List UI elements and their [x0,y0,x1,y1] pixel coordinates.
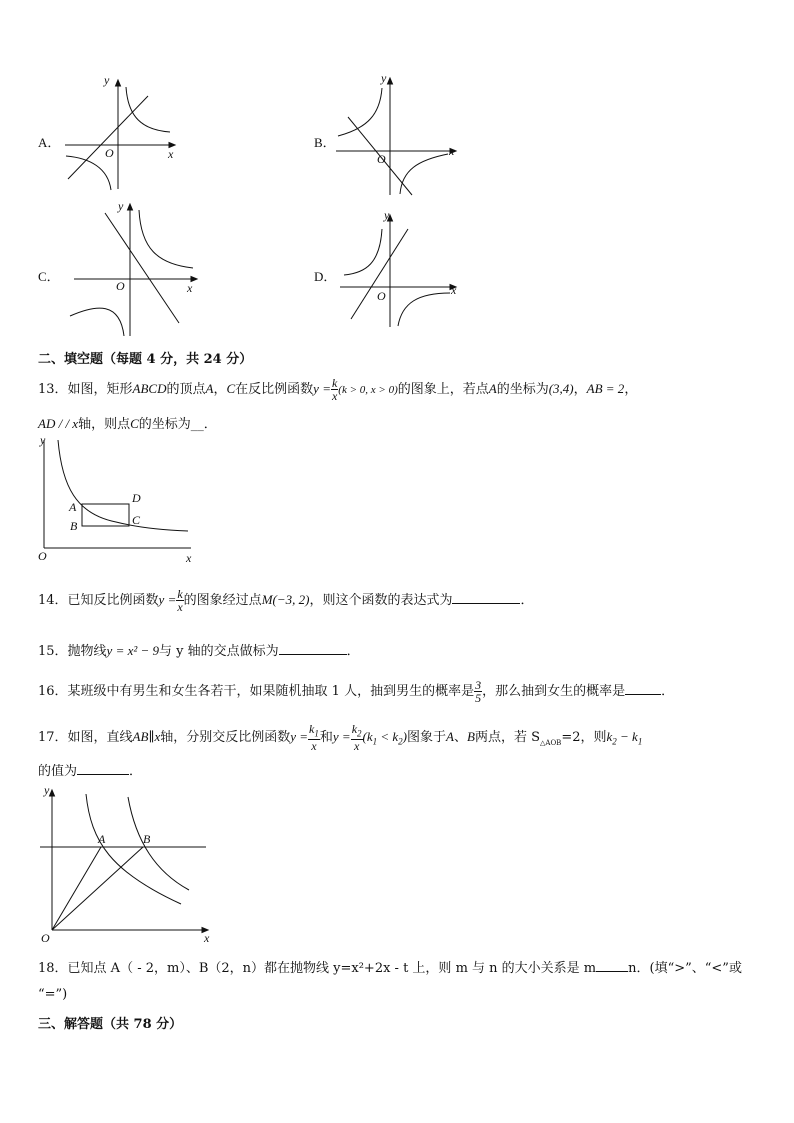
q16-blank[interactable] [625,680,661,695]
svg-text:x: x [186,551,192,564]
svg-text:O: O [116,279,125,293]
option-c-graph [62,198,202,338]
q13-figure [36,436,196,564]
svg-text:D: D [132,491,141,505]
q17-line1: 17．如图，直线AB∥x轴，分别交反比例函数y = $\frac{k_1}{x}$ 和y = $\frac{k_2}{x}$ $(k_1 < k_2)$图象于A、B两点，若 $S_{\triangle AOB}=2$，则$k_2 - k_1$ [38,722,643,754]
svg-text:O: O [41,931,50,945]
y-label: y [104,73,110,87]
q13-line1: 13．如图，矩形ABCD的顶点A，C在反比例函数y = $\frac{k}{x}$ (k > 0, x > 0)的图象上，若点A的坐标为(3,4)，AB = 2， [38,376,638,403]
q17-blank[interactable] [77,760,129,775]
q17-figure [36,782,216,948]
svg-text:y: y [40,436,46,447]
q13-line2: AD / / x轴，则点C的坐标为__． [38,416,217,432]
svg-text:x: x [204,931,210,945]
svg-text:B: B [143,832,151,846]
svg-text:x: x [451,283,457,297]
q18-blank[interactable] [596,957,628,972]
svg-text:y: y [384,208,390,222]
q17-line2: 的值为 ． [38,760,142,782]
q15-blank[interactable] [279,640,347,655]
svg-text:x: x [187,281,193,295]
svg-text:C: C [132,513,141,527]
option-d-label: D． [314,269,337,284]
q15: 15．抛物线y = x² − 9与 y 轴的交点做标为 ． [38,640,360,662]
section-2-heading: 二、填空题（每题 4 分，共 24 分） [38,352,253,367]
svg-text:A: A [98,832,106,846]
q14-blank[interactable] [452,589,520,604]
option-a-label: A． [38,135,61,150]
svg-text:B: B [70,519,78,533]
option-b-label: B． [314,135,336,150]
y-arrow [116,80,121,86]
line [68,96,148,179]
svg-text:y: y [118,199,124,213]
option-c-label: C． [38,269,60,284]
q14: 14．已知反比例函数y = $\frac{k}{x}$ 的图象经过点M(−3, 2)，则这个函数的表达式为 ． [38,587,534,614]
option-d-graph [334,205,464,330]
option-a-graph [60,72,180,194]
option-b-graph [330,72,460,197]
hyperbola-q3 [66,156,111,190]
svg-text:y: y [44,783,50,797]
svg-text:A: A [69,500,77,514]
svg-text:y: y [381,72,387,85]
svg-text:O: O [377,152,386,166]
hyperbola-q1 [126,87,170,132]
q16: 16．某班级中有男生和女生各若干，如果随机抽取 1 人，抽到男生的概率是 $\frac{3}{5}$ ，那么抽到女生的概率是 ． [38,678,675,705]
svg-text:O: O [38,549,47,563]
q18-line2: “=”) [38,987,68,1002]
section-3-heading: 三、解答题（共 78 分） [38,1017,183,1032]
svg-text:O: O [377,289,386,303]
svg-text:x: x [449,144,455,158]
q18-line1: 18．已知点 A（ - 2，m）、B（2，n）都在抛物线 y=x²+2x - t 上，则 m 与 n 的大小关系是 m n．(填“>”、“<”或 [38,957,742,979]
x-label: x [168,147,174,161]
origin-label: O [105,146,114,160]
